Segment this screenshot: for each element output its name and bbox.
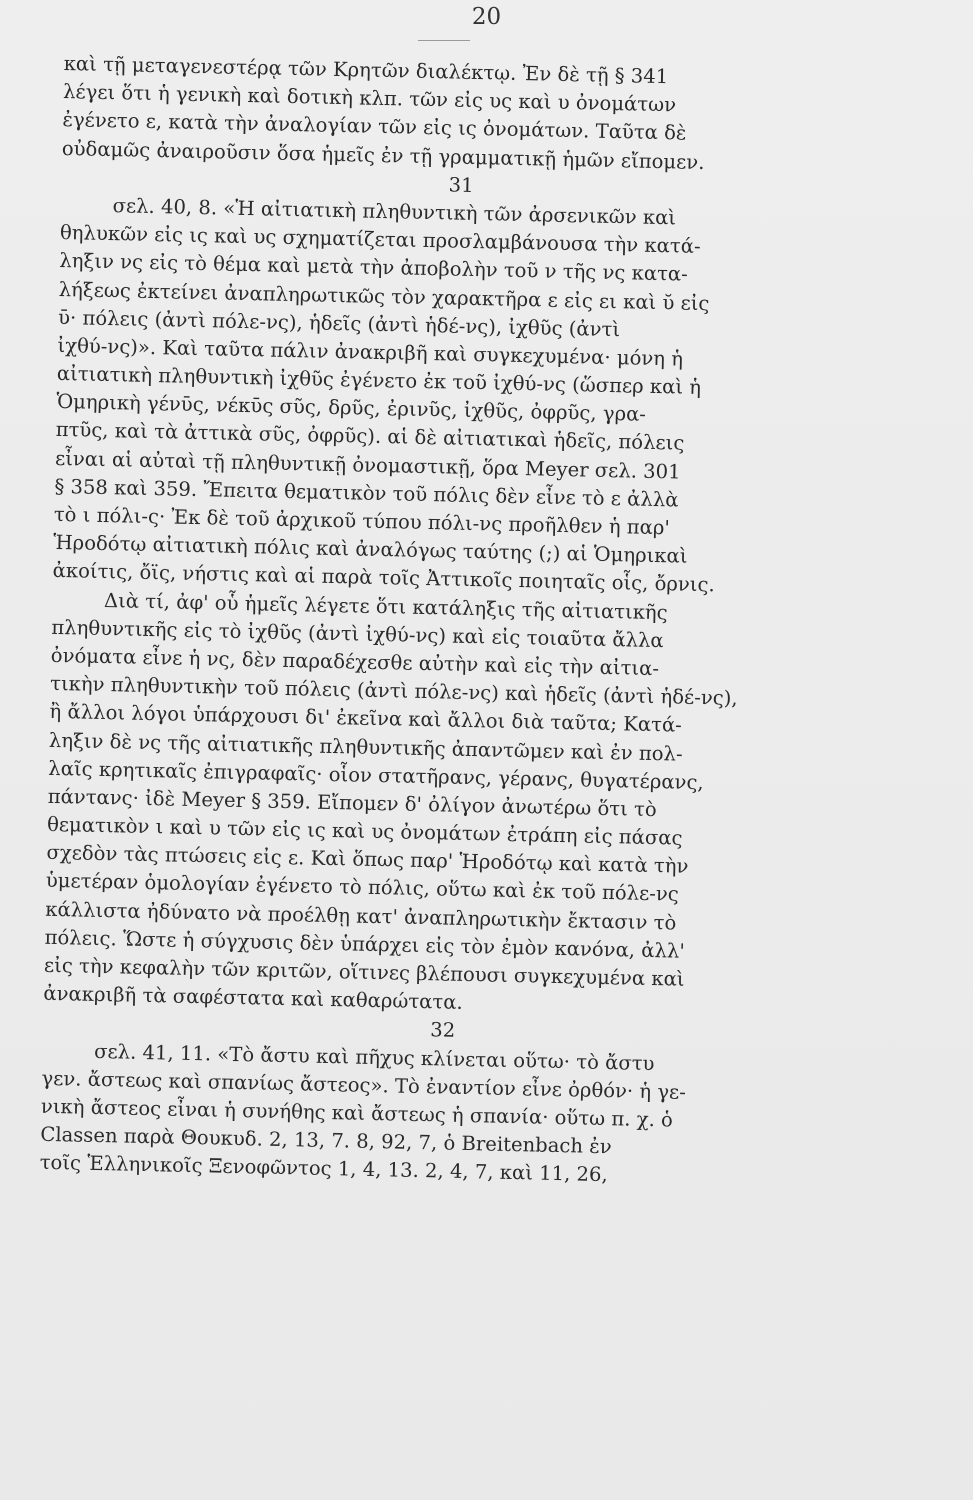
text-line: ληξιν δὲ νς τῆς αἰτιατικῆς πληθυντικῆς ἀπαντῶμεν καὶ ἐν πολ- [48, 728, 683, 766]
text-line: εἰς τὴν κεφαλὴν τῶν κριτῶν, οἵτινες βλέπουσι συγκεχυμένα καὶ [43, 953, 685, 991]
text-line: ληξιν νς εἰς τὸ θέμα καὶ μετὰ τὴν ἀποβολὴν τοῦ ν τῆς νς κατα- [59, 249, 689, 286]
text-line: κάλλιστα ἠδύνατο νὰ προέλθῃ κατ' ἀναπληρωτικὴν ἔκτασιν τὸ [45, 897, 677, 935]
text-line: ὑμετέραν ὁμολογίαν ἐγένετο τὸ πόλις, οὕτω καὶ ἐκ τοῦ πόλε-νς [45, 869, 679, 907]
text-line: ἰχθύ-νς)». Καὶ ταῦτα πάλιν ἀνακριβῆ καὶ συγκεχυμένα· μόνη ἡ [57, 333, 684, 371]
text-line: καὶ τῇ μεταγενεστέρᾳ τῶν Κρητῶν διαλέκτῳ. Ἐν δὲ τῇ § 341 [63, 51, 669, 89]
text-line: τὸ ι πόλι-ς· Ἐκ δὲ τοῦ ἀρχικοῦ τύπου πόλι-νς προῆλθεν ἡ παρ' [53, 502, 671, 540]
text-line: εἶναι αἱ αὐταὶ τῇ πληθυντικῇ ὀνομαστικῇ, ὅρα Meyer σελ. 301 [54, 446, 681, 484]
text-line: ὀνόματα εἶνε ἡ νς, δὲν παραδέχεσθε αὐτὴν καὶ εἰς τὴν αἰτια- [50, 643, 660, 681]
text-line: σχεδὸν τὰς πτώσεις εἰς ε. Καὶ ὅπως παρ' Ἡροδότῳ καὶ κατὰ τὴν [46, 841, 689, 879]
text-line: οὐδαμῶς ἀναιροῦσιν ὅσα ἡμεῖς ἐν τῇ γραμματικῇ ἡμῶν εἴπομεν. [61, 136, 705, 174]
text-line: γεν. ἄστεως καὶ σπανίως ἄστεος». Τὸ ἐναντίον εἶνε ὀρθόν· ἡ γε- [41, 1066, 687, 1104]
text-line: τικὴν πληθυντικὴν τοῦ πόλεις (ἀντὶ πόλε-νς) καὶ ἡδεῖς (ἀντὶ ἡδέ-νς), [49, 671, 738, 710]
text-line: Διὰ τί, ἀφ' οὗ ἡμεῖς λέγετε ὅτι κατάληξις τῆς αἰτιατικῆς [103, 588, 668, 624]
text-line: πόλεις. Ὥστε ἡ σύγχυσις δὲν ὑπάρχει εἰς τὸν ἐμὸν κανόνα, ἀλλ' [44, 925, 685, 963]
text-line: ἀκοίτις, ὄϊς, νήστις καὶ αἱ παρὰ τοῖς Ἀττικοῖς ποιηταῖς οἷς, ὄρνις. [52, 559, 715, 597]
text-line: σελ. 40, 8. «Ἡ αἰτιατικὴ πληθυντικὴ τῶν ἀρσενικῶν καὶ [112, 194, 677, 230]
text-line: Ἡροδότῳ αἰτιατικὴ πόλις καὶ ἀναλόγως ταύτης (;) αἱ Ὁμηρικαὶ [53, 531, 688, 568]
text-line: θεματικὸν ι καὶ υ τῶν εἰς ις καὶ υς ὀνομάτων ἐτράπη εἰς πάσας [46, 812, 683, 850]
text-line: ἐγένετο ε, κατὰ τὴν ἀναλογίαν τῶν εἰς ις ὀνομάτων. Ταῦτα δὲ [62, 108, 687, 145]
text-line: Classen παρὰ Θουκυδ. 2, 13, 7. 8, 92, 7, ὁ Breitenbach ἐν [40, 1122, 612, 1159]
text-line: λέγει ὅτι ἡ γενικὴ καὶ δοτικὴ κλπ. τῶν εἰς υς καὶ υ ὀνομάτων [62, 80, 677, 117]
text-line: σελ. 41, 11. «Τὸ ἄστυ καὶ πῆχυς κλίνεται οὕτω· τὸ ἄστυ [93, 1039, 655, 1075]
text-line: ἢ ἄλλοι λόγοι ὑπάρχουσι δι' ἐκεῖνα καὶ ἄλλοι διὰ ταῦτα; Κατά- [49, 700, 683, 737]
text-line: § 358 καὶ 359. Ἔπειτα θεματικὸν τοῦ πόλις δὲν εἶνε τὸ ε ἀλλὰ [54, 474, 679, 512]
text-line: πάντανς· ἰδὲ Meyer § 359. Εἴπομεν δ' ὀλίγον ἀνωτέρω ὅτι τὸ [47, 784, 657, 821]
page-number: 20 [471, 4, 502, 30]
text-line: ῡ· πόλεις (ἀντὶ πόλε-νς), ἡδεῖς (ἀντὶ ἡδέ-νς), ἰχθῦς (ἀντὶ [57, 305, 621, 341]
body-text [39, 50, 823, 1194]
header-rule [418, 40, 470, 41]
section-number: 32 [429, 1018, 456, 1043]
text-line: λήξεως ἐκτείνει ἀναπληρωτικῶς τὸν χαρακτῆρα ε εἰς ει καὶ ῠ εἰς [58, 277, 710, 315]
text-line: πληθυντικῆς εἰς τὸ ἰχθῦς (ἀντὶ ἰχθύ-νς) καὶ εἰς τοιαῦτα ἄλλα [51, 615, 664, 652]
text-line: λαῖς κρητικαῖς ἐπιγραφαῖς· οἷον στατῆρανς, γέρανς, θυγατέρανς, [48, 756, 704, 794]
section-number: 31 [448, 173, 474, 197]
text-line: θηλυκῶν εἰς ις καὶ υς σχηματίζεται προσλαμβάνουσα τὴν κατά- [59, 221, 701, 259]
text-line: τοῖς Ἑλληνικοῖς Ξενοφῶντος 1, 4, 13. 2, 4, 7, καὶ 11, 26, [39, 1151, 608, 1187]
text-line: νικὴ ἄστεος εἶναι ἡ συνήθης καὶ ἄστεως ἡ σπανία· οὕτω π. χ. ὁ [40, 1094, 674, 1132]
text-line: ἀνακριβῆ τὰ σαφέστατα καὶ καθαρώτατα. [43, 981, 463, 1015]
text-line: Ὁμηρικὴ γένῡς, νέκῡς σῦς, δρῦς, ἐρινῦς, ἰχθῦς, ὀφρῦς, γρα- [56, 390, 647, 427]
text-line: πτῦς, καὶ τὰ ἀττικὰ σῦς, ὀφρῦς). αἱ δὲ αἰτιατικαὶ ἡδεῖς, πόλεις [55, 418, 685, 456]
text-line: αἰτιατικὴ πληθυντικὴ ἰχθῦς ἐγένετο ἐκ τοῦ ἰχθύ-νς (ὥσπερ καὶ ἡ [56, 361, 702, 400]
